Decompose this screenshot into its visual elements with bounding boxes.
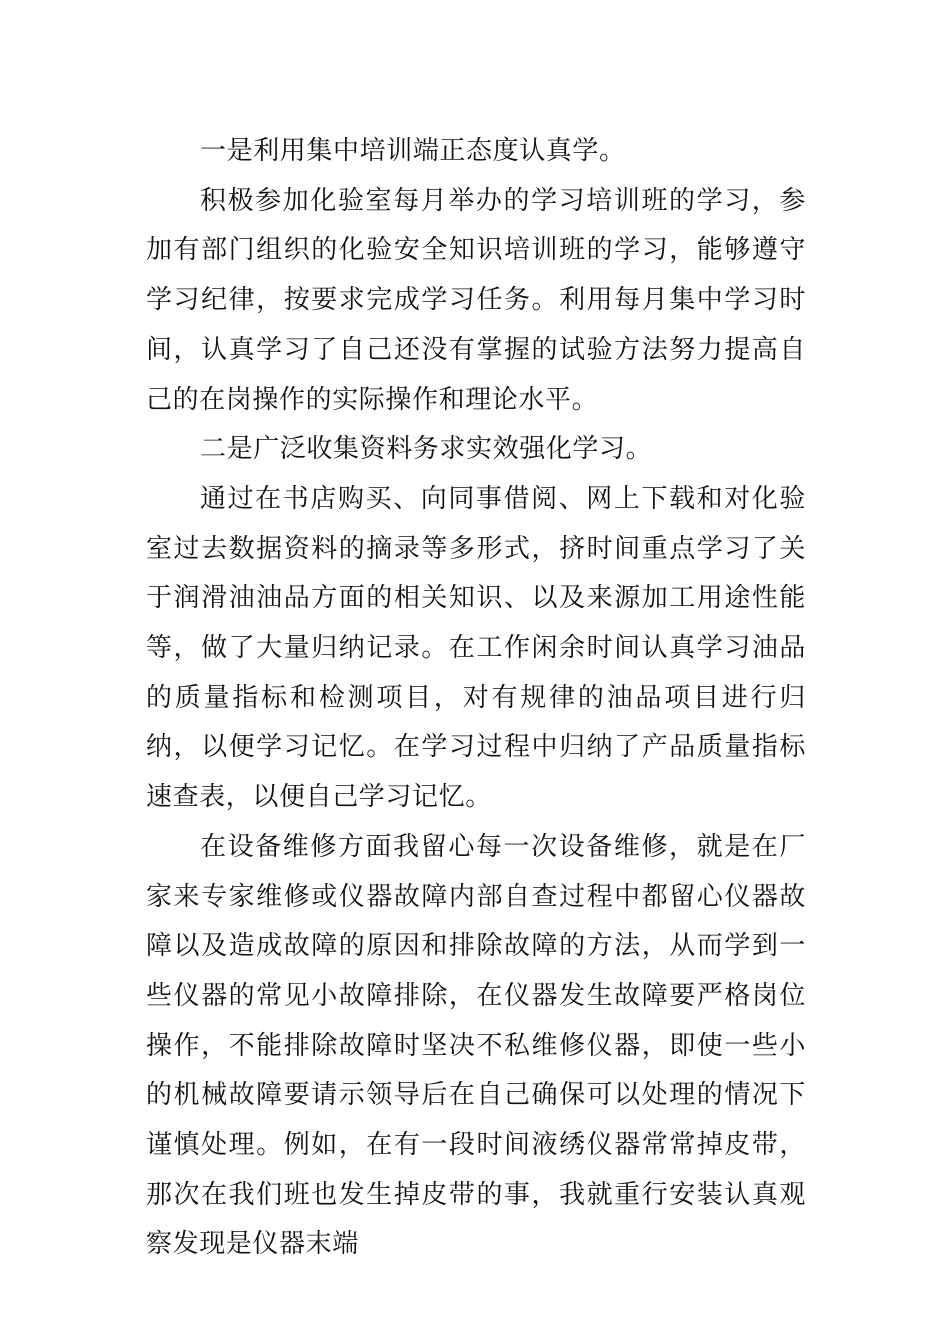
- paragraph-2: 积极参加化验室每月举办的学习培训班的学习，参加有部门组织的化验安全知识培训班的学习，能够遵守学习纪律，按要求完成学习任务。利用每月集中学习时间，认真学习了自己还没有掌握的试验方法努力提高自己的在岗操作的实际操作和理论水平。: [146, 185, 806, 415]
- paragraph-3: 二是广泛收集资料务求实效强化学习。: [200, 434, 653, 465]
- paragraph-5: 在设备维修方面我留心每一次设备维修，就是在厂家来专家维修或仪器故障内部自查过程中都留心仪器故障以及造成故障的原因和排除故障的方法，从而学到一些仪器的常见小故障排除，在仪器发生故障要严格岗位操作，不能排除故障时坚决不私维修仪器，即使一些小的机械故障要请示领导后在自己确保可以处理的情况下谨慎处理。例如，在有一段时间液绣仪器常常掉皮带，那次在我们班也发生掉皮带的事，我就重行安装认真观察发现是仪器末端: [146, 831, 806, 1260]
- paragraph-1: 一是利用集中培训端正态度认真学。: [200, 136, 626, 166]
- paragraph-4: 通过在书店购买、向同事借阅、网上下载和对化验室过去数据资料的摘录等多形式，挤时间重点学习了关于润滑油油品方面的相关知识、以及来源加工用途性能等，做了大量归纳记录。在工作闲余时间认真学习油品的质量指标和检测项目，对有规律的油品项目进行归纳，以便学习记忆。在学习过程中归纳了产品质量指标速查表，以便自己学习记忆。: [146, 483, 806, 813]
- document-body: [146, 127, 806, 1270]
